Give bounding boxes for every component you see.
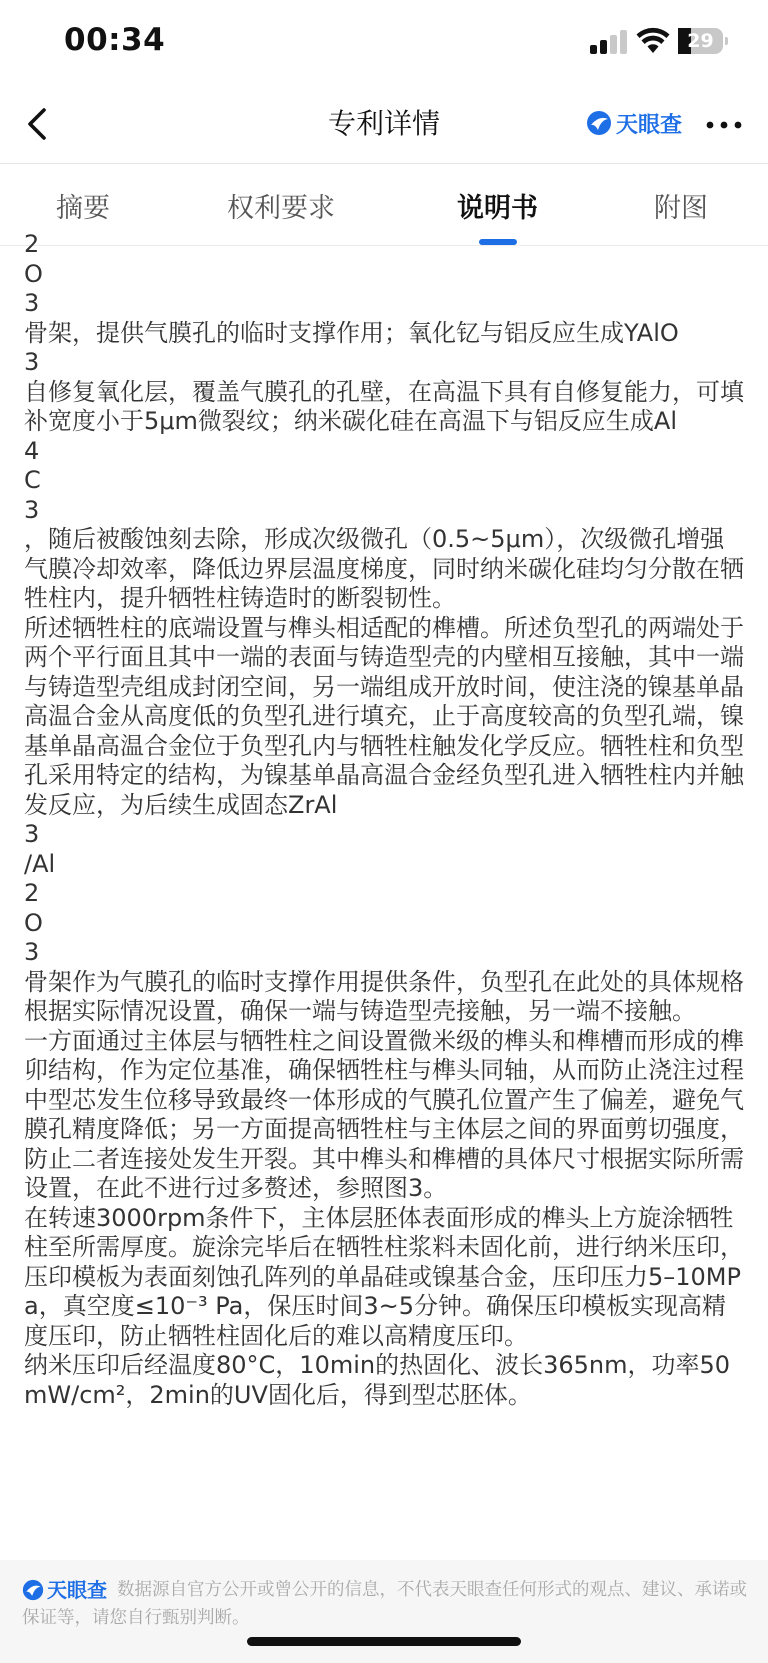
footer-brand-logo — [22, 1576, 107, 1604]
description-line: 3 — [24, 820, 40, 848]
brand-mark-icon — [22, 1579, 44, 1601]
description-line: 4 — [24, 436, 40, 465]
description-line: 3 — [24, 348, 40, 376]
tab-drawings[interactable]: 附图 — [654, 193, 708, 224]
page-title: 专利详情 — [327, 107, 440, 140]
wifi-icon — [636, 28, 670, 54]
more-dots-icon[interactable] — [704, 110, 744, 140]
tab-abstract[interactable]: 摘要 — [56, 193, 110, 224]
battery-level: 29 — [687, 30, 714, 52]
description-text — [24, 230, 748, 1410]
description-line: 在转速3000rpm条件下，主体层胚体表面形成的榫头上方旋涂牺牲柱至所需厚度。旋涂完毕后在牺牲柱浆料未固化前，进行纳米压印，压印模板为表面刻蚀孔阵列的单晶硅或镍基合金，压印压力5–10MPa，真空度≤10⁻³ Pa，保压时间3~5分钟。确保压印模板实现高精度压印，防止牺牲柱固化后的难以高精度压印。 — [24, 1203, 744, 1350]
description-line: 3 — [24, 495, 40, 524]
brand-logo[interactable] — [586, 106, 682, 140]
description-line: C — [24, 466, 41, 494]
disclaimer-body: 数据源自官方公开或曾公开的信息，不代表天眼查任何形式的观点、建议、承诺或保证等，请您自行甄别判断。 — [22, 1580, 747, 1628]
brand-mark-icon — [586, 110, 612, 136]
description-line: 3 — [24, 289, 40, 317]
cellular-signal-icon — [590, 30, 628, 54]
tab-claims[interactable]: 权利要求 — [227, 193, 335, 224]
description-line: 2 — [24, 879, 40, 907]
description-line: O — [24, 259, 43, 288]
battery-icon — [678, 28, 728, 54]
description-line: 骨架作为气膜孔的临时支撑作用提供条件，负型孔在此处的具体规格根据实际情况设置，确保一端与铸造型壳接触，另一端不接触。 — [24, 967, 744, 1025]
description-line: 骨架，提供气膜孔的临时支撑作用；氧化钇与铝反应生成YAlO — [24, 318, 679, 347]
description-line: 自修复氧化层，覆盖气膜孔的孔壁，在高温下具有自修复能力，可填补宽度小于5μm微裂纹；纳米碳化硅在高温下与铝反应生成Al — [24, 377, 744, 435]
footer-disclaimer — [0, 1560, 768, 1663]
description-line: 所述牺牲柱的底端设置与榫头相适配的榫槽。所述负型孔的两端处于两个平行面且其中一端的表面与铸造型壳的内壁相互接触，其中一端与铸造型壳组成封闭空间，另一端组成开放时间，使注浇的镍基单晶高温合金从高度低的负型孔进行填充，止于高度较高的负型孔端，镍基单晶高温合金位于负型孔内与牺牲柱触发化学反应。牺牲柱和负型孔采用特定的结构，为镍基单晶高温合金经负型孔进入牺牲柱内并触发反应，为后续生成固态ZrAl — [24, 613, 744, 819]
description-line: ，随后被酸蚀刻去除，形成次级微孔（0.5~5μm），次级微孔增强气膜冷却效率，降低边界层温度梯度，同时纳米碳化硅均匀分散在牺牲柱内，提升牺牲柱铸造时的断裂韧性。 — [24, 525, 744, 612]
tab-description[interactable]: 说明书 — [457, 193, 538, 224]
description-line: /Al — [24, 849, 56, 878]
description-line: 3 — [24, 938, 40, 966]
brand-name: 天眼查 — [616, 112, 683, 138]
description-line: 纳米压印后经温度80°C，10min的热固化、波长365nm，功率50mW/cm²，2min的UV固化后，得到型芯胚体。 — [24, 1351, 731, 1409]
disclaimer-text — [22, 1576, 752, 1632]
nav-bar — [0, 84, 768, 164]
footer-brand-name: 天眼查 — [47, 1578, 107, 1602]
description-line: 2 — [24, 230, 40, 258]
status-time: 00:34 — [64, 22, 166, 58]
description-line: O — [24, 908, 43, 937]
home-indicator — [247, 1637, 521, 1646]
status-bar — [0, 0, 768, 84]
description-content[interactable] — [0, 230, 768, 1560]
description-line: 一方面通过主体层与牺牲柱之间设置微米级的榫头和榫槽而形成的榫卯结构，作为定位基准，确保牺牲柱与榫头同轴，从而防止浇注过程中型芯发生位移导致最终一体形成的气膜孔位置产生了偏差，避免气膜孔精度降低；另一方面提高牺牲柱与主体层之间的界面剪切强度，防止二者连接处发生开裂。其中榫头和榫槽的具体尺寸根据实际所需设置，在此不进行过多赘述，参照图3。 — [24, 1026, 744, 1202]
